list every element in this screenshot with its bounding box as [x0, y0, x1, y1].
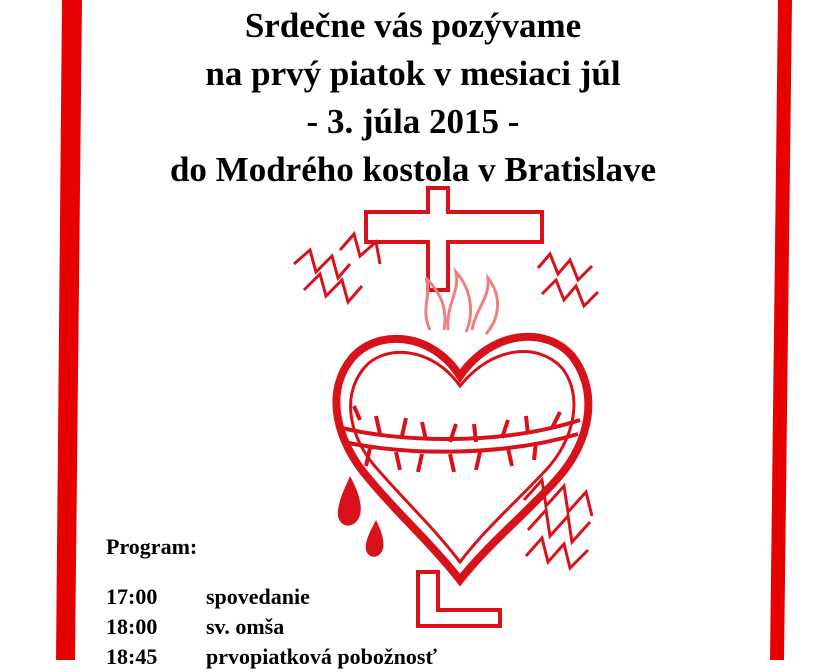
- program-time: 18:00: [106, 614, 158, 639]
- invitation-line-2: na prvý piatok v mesiaci júl: [205, 54, 621, 93]
- invitation-line-1: Srdečne vás pozývame: [244, 6, 582, 45]
- program-heading: Program:: [106, 534, 198, 559]
- program-item: [106, 612, 437, 642]
- program-list: [106, 582, 437, 672]
- program-activity: spovedanie: [206, 584, 310, 609]
- invitation-date: - 3. júla 2015 -: [306, 102, 520, 141]
- program-time: 17:00: [106, 584, 158, 609]
- program-item: [106, 642, 437, 672]
- program-activity: prvopiatková pobožnosť: [206, 644, 437, 669]
- flame-icon: [426, 272, 498, 334]
- program-time: 18:45: [106, 644, 158, 669]
- program-activity: sv. omša: [206, 614, 285, 639]
- crown-of-thorns: [342, 406, 580, 472]
- cross-icon: [366, 188, 542, 290]
- program-item: [106, 582, 437, 612]
- invitation-location: do Modrého kostola v Bratislave: [169, 150, 657, 189]
- invitation-title: [0, 2, 826, 194]
